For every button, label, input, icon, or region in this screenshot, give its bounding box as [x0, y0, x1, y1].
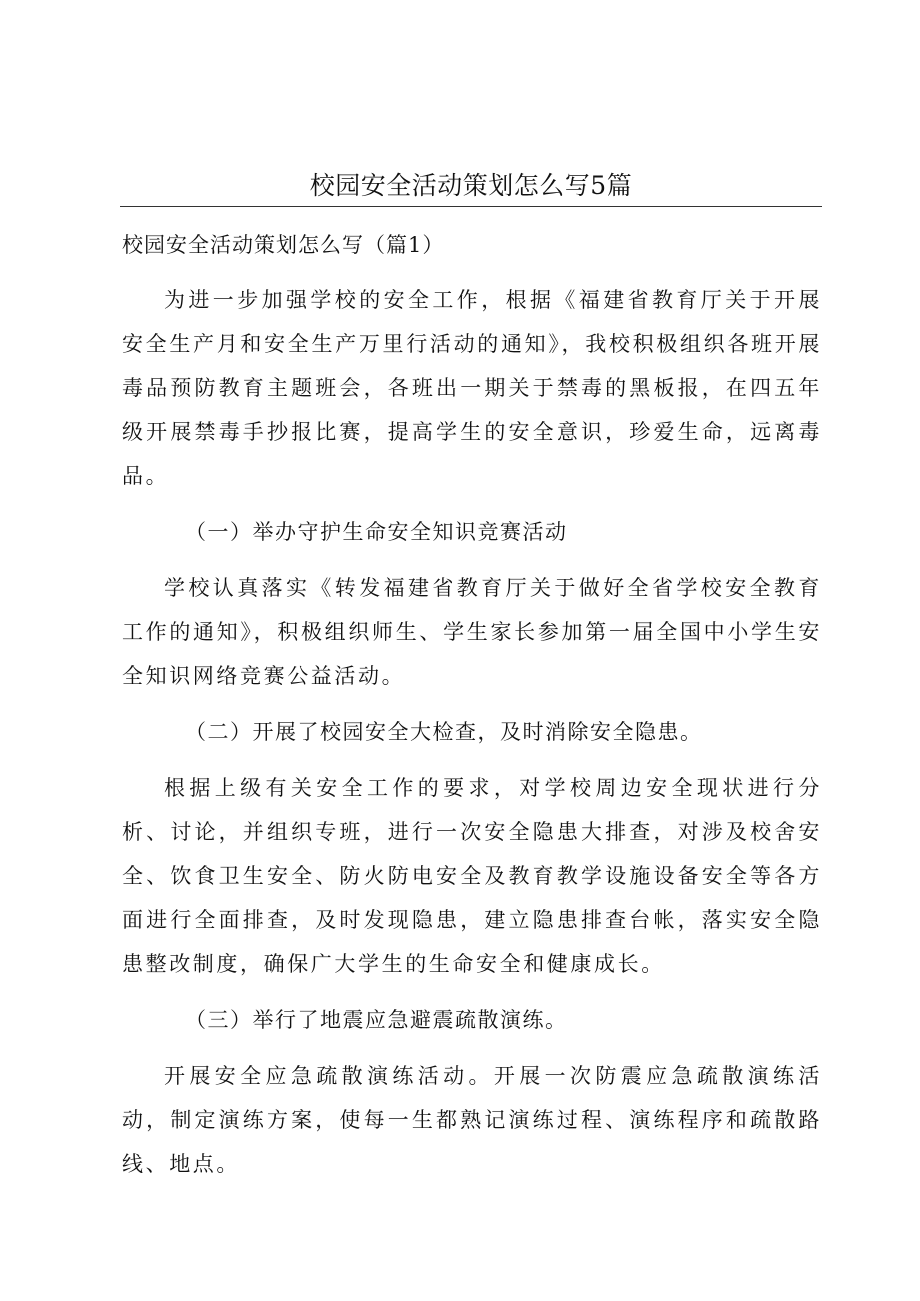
document-body	[122, 226, 822, 1186]
paragraph-3: 开展安全应急疏散演练活动。开展一次防震应急疏散演练活动，制定演练方案，使每一生都熟记演练过程、演练程序和疏散路线、地点。	[122, 1064, 822, 1176]
paragraph-1: 学校认真落实《转发福建省教育厅关于做好全省学校安全教育工作的通知》，积极组织师生、学生家长参加第一届全国中小学生安全知识网络竞赛公益活动。	[122, 576, 822, 688]
document-title: 校园安全活动策划怎么写5篇	[309, 171, 633, 200]
section-title: 校园安全活动策划怎么写（篇1）	[122, 233, 445, 257]
title-divider	[120, 206, 822, 207]
paragraph-2: 根据上级有关安全工作的要求，对学校周边安全现状进行分析、讨论，并组织专班，进行一次安全隐患大排查，对涉及校舍安全、饮食卫生安全、防火防电安全及教育教学设施设备安全等各方面进行全面排查，及时发现隐患，建立隐患排查台帐，落实安全隐患整改制度，确保广大学生的生命安全和健康成长。	[122, 776, 822, 976]
subheading-1: （一）举办守护生命安全知识竞赛活动	[185, 520, 568, 544]
paragraph-intro: 为进一步加强学校的安全工作，根据《福建省教育厅关于开展安全生产月和安全生产万里行活动的通知》，我校积极组织各班开展毒品预防教育主题班会，各班出一期关于禁毒的黑板报，在四五年级开展禁毒手抄报比赛，提高学生的安全意识，珍爱生命，远离毒品。	[122, 288, 822, 488]
subheading-2: （二）开展了校园安全大检查，及时消除安全隐患。	[185, 720, 703, 744]
subheading-3: （三）举行了地震应急避震疏散演练。	[185, 1008, 568, 1032]
